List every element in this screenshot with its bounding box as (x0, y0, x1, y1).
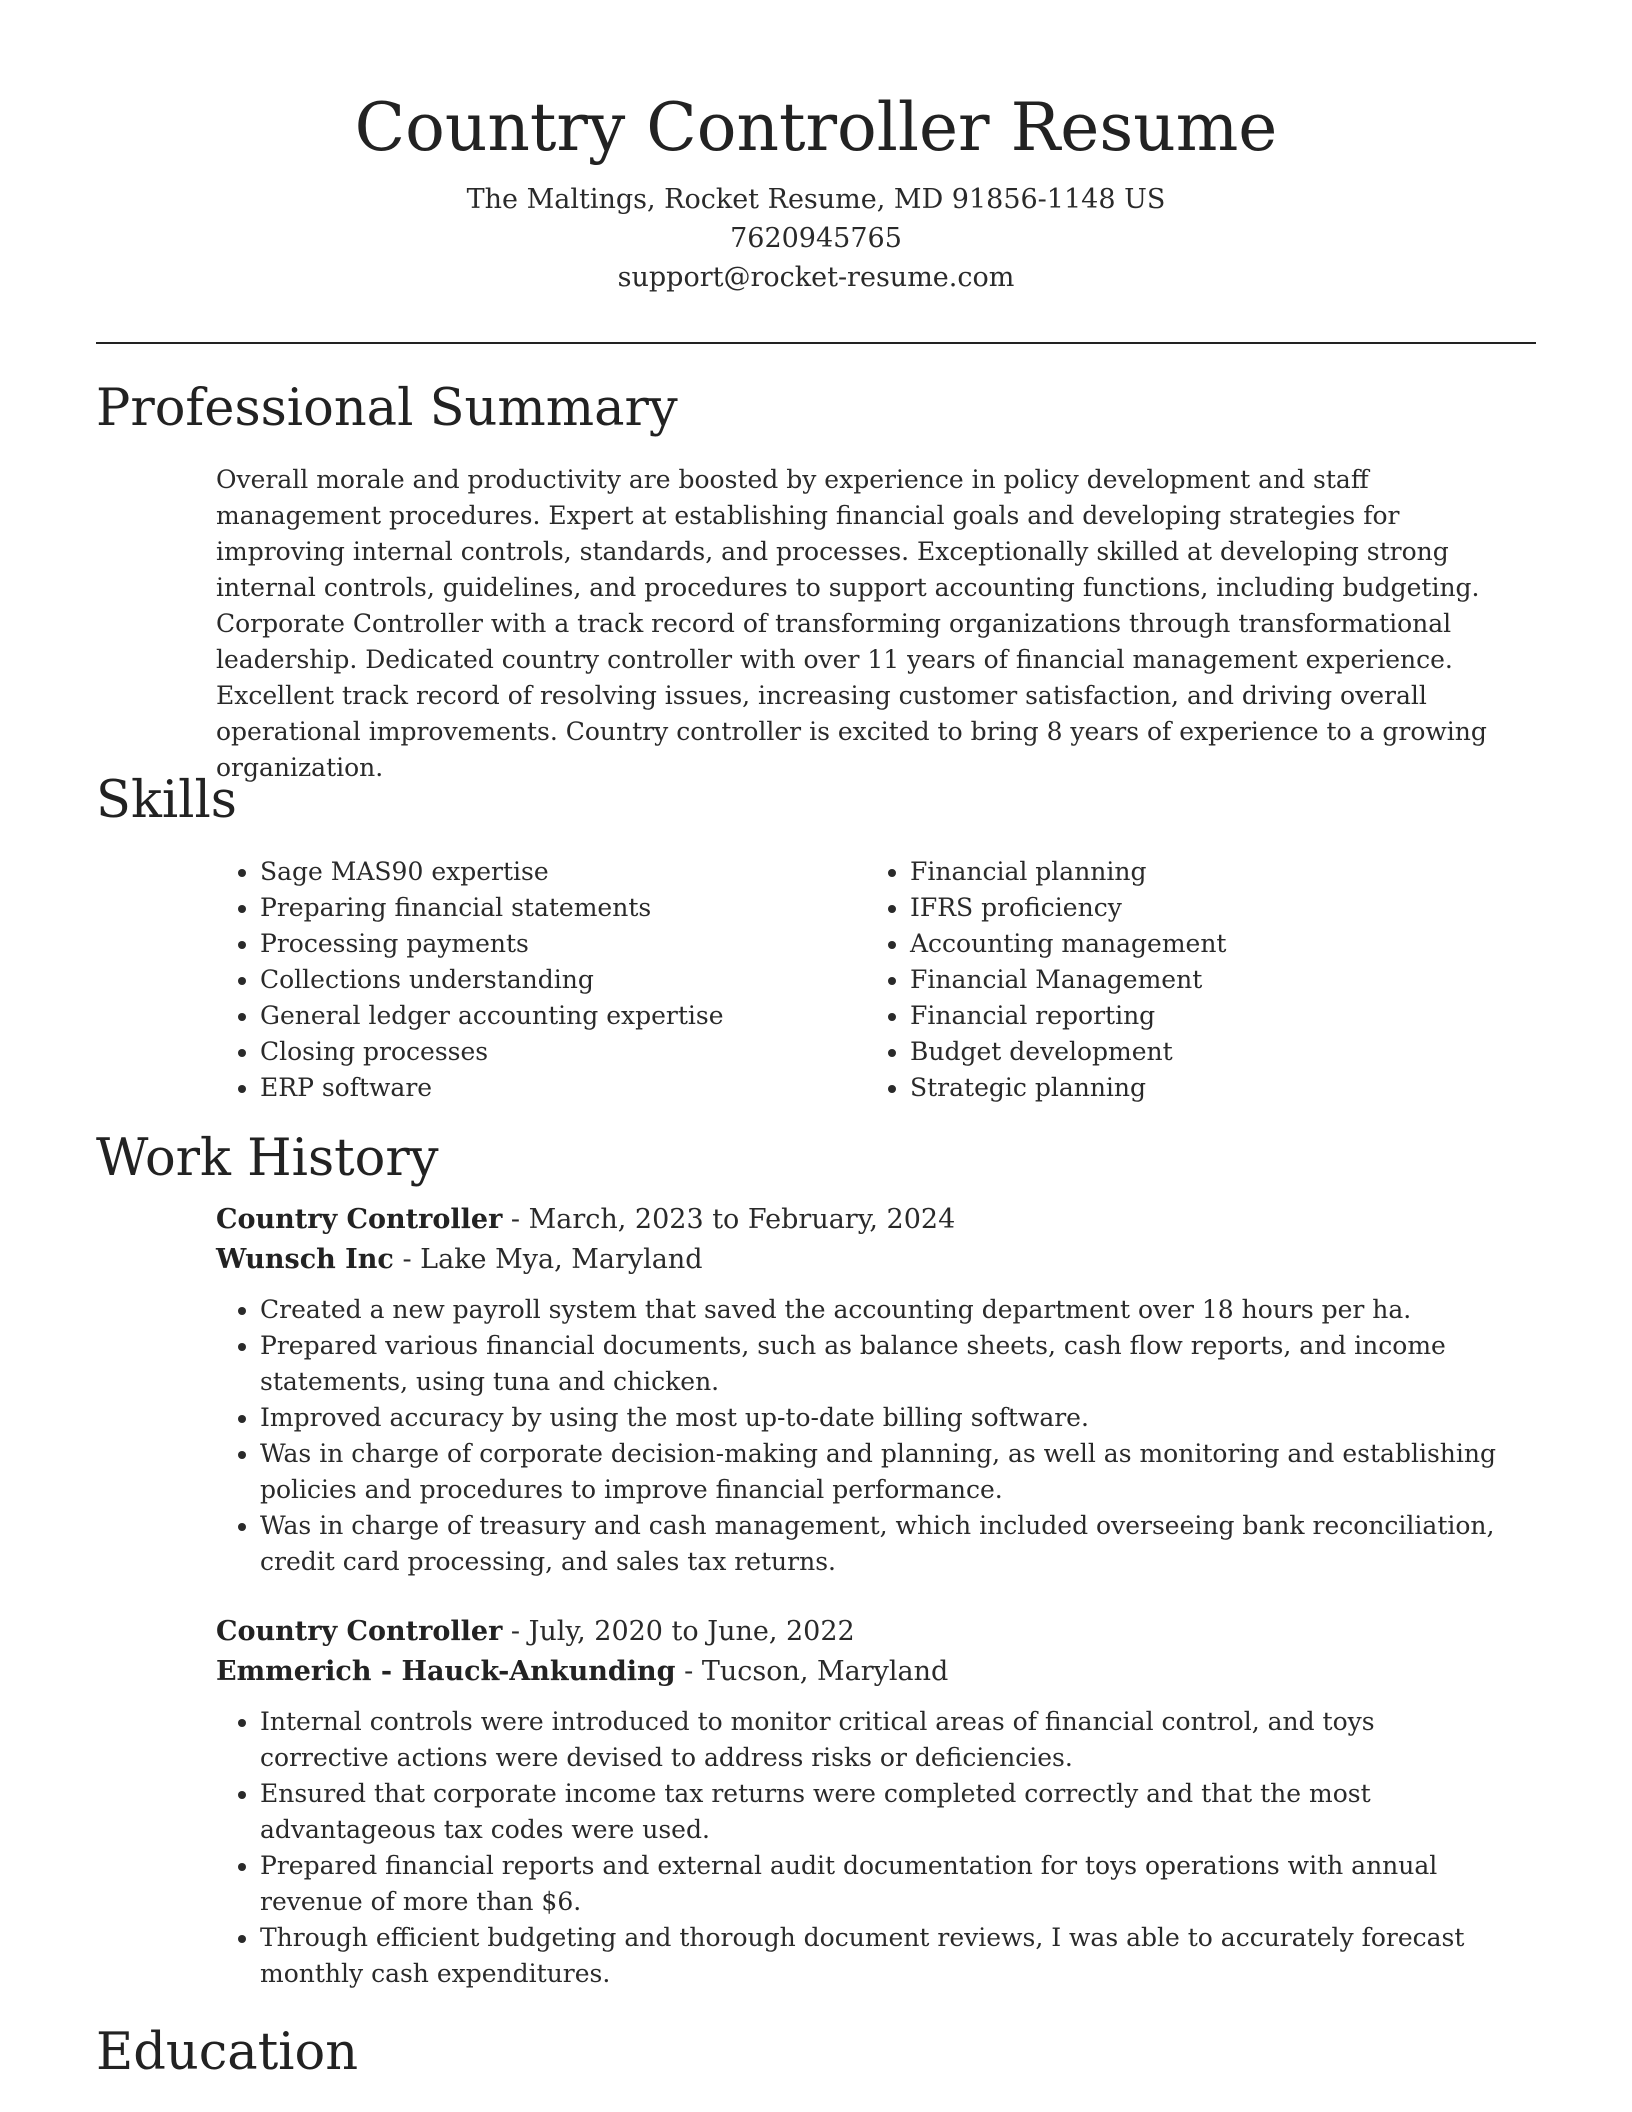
skill-item: • Collections understanding (260, 962, 866, 998)
job-bullet: • Was in charge of treasury and cash management, which included overseeing bank reconciliation, credit card processing, and sales tax returns. (260, 1508, 1510, 1580)
professional-summary: Overall morale and productivity are boosted by experience in policy development and staff management procedures. Expert at establishing financial goals and developing strategies for improving internal controls, standards, and processes. Exceptionally skilled at developing strong internal controls, guidelines, and procedures to support accounting functions, including budgeting. Corporate Controller with a track record of transforming organizations through transformational leadership. Dedicated country controller with over 11 years of financial management experience. Excellent track record of resolving issues, increasing customer satisfaction, and driving overall operational improvements. Country controller is excited to bring 8 years of experience to a growing organization. (216, 465, 1487, 782)
email: support@rocket-resume.com (617, 262, 1015, 293)
resume-header (0, 0, 1632, 297)
job-title: Country Controller (216, 1616, 503, 1647)
skill-item: • Strategic planning (910, 1070, 1510, 1106)
job-bullet: • Ensured that corporate income tax returns were completed correctly and that the most advantageous tax codes were used. (260, 1776, 1510, 1848)
job-company-line (216, 1652, 1536, 1692)
skill-item: • Closing processes (260, 1034, 866, 1070)
skill-item: • IFRS proficiency (910, 890, 1510, 926)
skill-item: • Sage MAS90 expertise (260, 854, 866, 890)
job-dates: - March, 2023 to February, 2024 (502, 1204, 956, 1235)
job-title: Country Controller (216, 1204, 503, 1235)
section-title-summary: Professional Summary (96, 379, 678, 438)
skill-item: • Financial reporting (910, 998, 1510, 1034)
job-location: - Tucson, Maryland (675, 1656, 949, 1687)
skill-item: • General ledger accounting expertise (260, 998, 866, 1034)
skills-column-1 (216, 854, 866, 1106)
phone: 7620945765 (730, 223, 902, 254)
skill-item: • Preparing financial statements (260, 890, 866, 926)
skill-item: • ERP software (260, 1070, 866, 1106)
skill-item: • Accounting management (910, 926, 1510, 962)
job-entry (216, 1200, 1536, 1580)
job-company: Emmerich - Hauck-Ankunding (216, 1656, 676, 1687)
job-dates: - July, 2020 to June, 2022 (502, 1616, 855, 1647)
job-bullet: • Prepared financial reports and external audit documentation for toys operations with annual revenue of more than $6. (260, 1848, 1510, 1920)
job-location: - Lake Mya, Maryland (393, 1244, 703, 1275)
skill-item: • Processing payments (260, 926, 866, 962)
skill-item: • Financial planning (910, 854, 1510, 890)
job-title-line (216, 1200, 1536, 1240)
header-divider (96, 342, 1536, 344)
resume-title: Country Controller Resume (354, 89, 1278, 166)
job-company-line (216, 1240, 1536, 1280)
skill-item: • Budget development (910, 1034, 1510, 1070)
job-bullets (216, 1704, 1510, 1992)
section-title-skills: Skills (96, 771, 237, 830)
address: The Maltings, Rocket Resume, MD 91856-1148 US (466, 184, 1166, 215)
job-bullet: • Through efficient budgeting and thorough document reviews, I was able to accurately forecast monthly cash expenditures. (260, 1920, 1510, 1992)
job-bullets (216, 1292, 1510, 1580)
skill-item: • Financial Management (910, 962, 1510, 998)
section-title-work-history: Work History (96, 1129, 439, 1188)
job-company: Wunsch Inc (216, 1244, 394, 1275)
job-bullet: • Created a new payroll system that saved the accounting department over 18 hours per ha. (260, 1292, 1510, 1328)
section-title-education: Education (96, 2023, 359, 2082)
job-title-line (216, 1612, 1536, 1652)
job-bullet: • Improved accuracy by using the most up-to-date billing software. (260, 1400, 1510, 1436)
job-bullet: • Was in charge of corporate decision-making and planning, as well as monitoring and establishing policies and procedures to improve financial performance. (260, 1436, 1510, 1508)
skills-column-2 (866, 854, 1510, 1106)
job-entry (216, 1612, 1536, 1992)
contact-info (0, 180, 1632, 297)
skills-list (216, 854, 1536, 1106)
job-bullet: • Prepared various financial documents, such as balance sheets, cash flow reports, and income statements, using tuna and chicken. (260, 1328, 1510, 1400)
job-bullet: • Internal controls were introduced to monitor critical areas of financial control, and toys corrective actions were devised to address risks or deficiencies. (260, 1704, 1510, 1776)
